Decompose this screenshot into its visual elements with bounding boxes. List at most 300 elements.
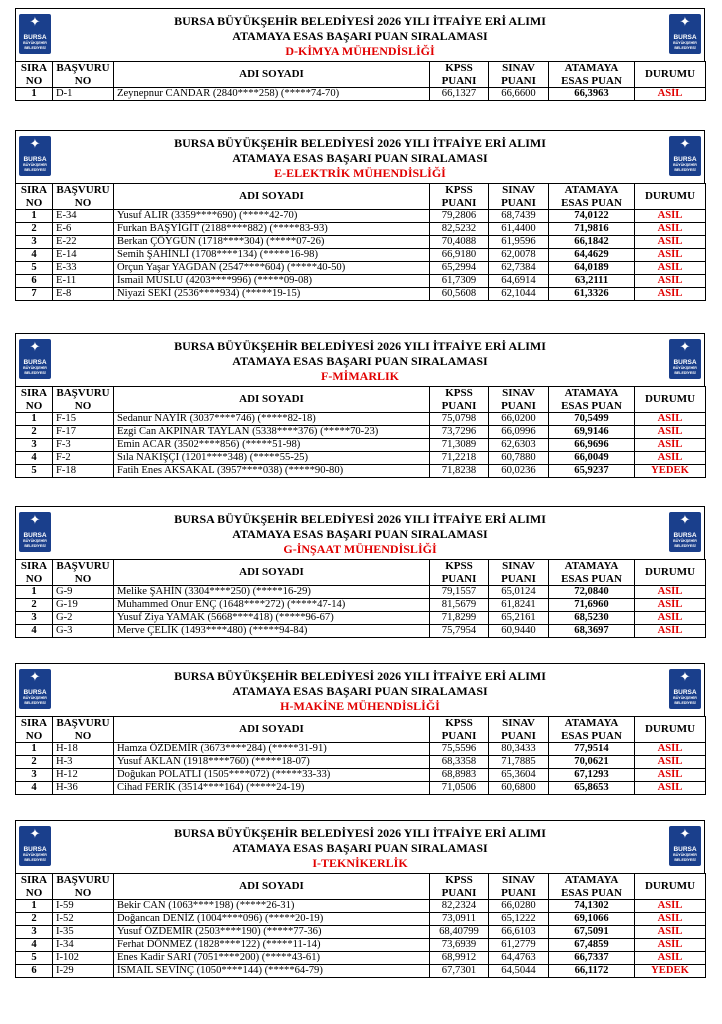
col-header-durum: DURUMU [635,62,706,88]
cell-basvuru-no: F-2 [53,452,114,465]
col-header-basvuru: BAŞVURU NO [53,560,114,586]
bursa-logo [19,14,51,54]
col-header-sinav: SINAV PUANI [489,874,549,900]
cell-sira-no: 4 [16,452,53,465]
cell-basvuru-no: G-19 [53,599,114,612]
cell-atamaya-esas-puan: 69,1066 [549,913,635,926]
col-header-sira: SIRA NO [16,387,53,413]
cell-durumu: ASİL [635,952,706,965]
table-row [16,210,706,223]
cell-atamaya-esas-puan: 66,3963 [549,88,635,101]
col-header-adi-soyadi: ADI SOYADI [114,62,430,88]
cell-atamaya-esas-puan: 67,4859 [549,939,635,952]
table-row [16,612,706,625]
table-row [16,88,706,101]
cell-basvuru-no: I-29 [53,965,114,978]
cell-sinav-puani: 62,7384 [489,262,549,275]
section-titles [56,826,664,871]
cell-adi-soyadi: Bekir CAN (1063****198) (*****26-31) [114,900,430,913]
bursa-logo [669,826,701,866]
cell-atamaya-esas-puan: 67,1293 [549,769,635,782]
col-header-durum: DURUMU [635,717,706,743]
section-header [15,8,705,61]
cell-kpss-puani: 66,1327 [430,88,489,101]
cell-kpss-puani: 71,2218 [430,452,489,465]
table-header-row [16,62,706,88]
cell-sira-no: 4 [16,782,53,795]
cell-basvuru-no: I-35 [53,926,114,939]
bursa-logo [669,136,701,176]
cell-durumu: ASİL [635,413,706,426]
cell-basvuru-no: D-1 [53,88,114,101]
cell-durumu: ASİL [635,249,706,262]
bursa-logo [19,512,51,552]
title-line-2: ATAMAYA ESAS BAŞARI PUAN SIRALAMASI [232,684,488,698]
cell-basvuru-no: I-34 [53,939,114,952]
cell-adi-soyadi: Semih ŞAHİNLİ (1708****134) (*****16-98) [114,249,430,262]
cell-sinav-puani: 61,2779 [489,939,549,952]
table-row [16,465,706,478]
section-titles [56,14,664,59]
cell-adi-soyadi: Enes Kadir SARI (7051****200) (*****43-61) [114,952,430,965]
cell-adi-soyadi: İsmail MUSLU (4203****996) (*****09-08) [114,275,430,288]
ranking-section [15,663,705,795]
cell-atamaya-esas-puan: 65,8653 [549,782,635,795]
cell-adi-soyadi: Melike ŞAHİN (3304****250) (*****16-29) [114,586,430,599]
cell-durumu: ASİL [635,913,706,926]
cell-sinav-puani: 80,3433 [489,743,549,756]
cell-basvuru-no: E-14 [53,249,114,262]
category-title: G-İNŞAAT MÜHENDİSLİĞİ [283,542,437,556]
cell-sira-no: 3 [16,769,53,782]
cell-sinav-puani: 66,6103 [489,926,549,939]
cell-adi-soyadi: Ezgi Can AKPINAR TAYLAN (5338****376) (*****70-23) [114,426,430,439]
cell-durumu: ASİL [635,756,706,769]
cell-sira-no: 1 [16,88,53,101]
cell-adi-soyadi: Yusuf ALIR (3359****690) (*****42-70) [114,210,430,223]
cell-adi-soyadi: Merve ÇELİK (1493****480) (*****94-84) [114,625,430,638]
cell-kpss-puani: 71,0506 [430,782,489,795]
star-emblem-icon: ✦ [29,670,41,685]
cell-kpss-puani: 71,8238 [430,465,489,478]
table-row [16,913,706,926]
title-line-1: BURSA BÜYÜKŞEHİR BELEDİYESİ 2026 YILI İTFAİYE ERİ ALIMI [174,14,546,28]
cell-atamaya-esas-puan: 64,0189 [549,262,635,275]
cell-basvuru-no: E-11 [53,275,114,288]
cell-kpss-puani: 75,5596 [430,743,489,756]
cell-sinav-puani: 65,1222 [489,913,549,926]
table-header-row [16,560,706,586]
cell-basvuru-no: I-52 [53,913,114,926]
cell-basvuru-no: E-33 [53,262,114,275]
cell-sira-no: 4 [16,625,53,638]
cell-basvuru-no: I-102 [53,952,114,965]
cell-sinav-puani: 65,0124 [489,586,549,599]
logo-text-buyuksehir: BÜYÜKŞEHİR BELEDİYESİ [673,366,697,375]
cell-basvuru-no: G-2 [53,612,114,625]
col-header-basvuru: BAŞVURU NO [53,874,114,900]
title-line-2: ATAMAYA ESAS BAŞARI PUAN SIRALAMASI [232,841,488,855]
col-header-atama: ATAMAYA ESAS PUAN [549,62,635,88]
bursa-logo [669,512,701,552]
cell-durumu: ASİL [635,426,706,439]
table-header-row [16,387,706,413]
cell-sinav-puani: 65,3604 [489,769,549,782]
cell-adi-soyadi: Yusuf AKLAN (1918****760) (*****18-07) [114,756,430,769]
cell-sira-no: 1 [16,210,53,223]
logo-text-bursa: BURSA [23,156,47,163]
cell-basvuru-no: H-36 [53,782,114,795]
cell-basvuru-no: G-9 [53,586,114,599]
cell-kpss-puani: 73,0911 [430,913,489,926]
cell-kpss-puani: 71,3089 [430,439,489,452]
table-row [16,223,706,236]
cell-basvuru-no: I-59 [53,900,114,913]
ranking-section [15,506,705,638]
cell-durumu: ASİL [635,782,706,795]
bursa-logo [669,669,701,709]
cell-adi-soyadi: Zeynepnur CANDAR (2840****258) (*****74-70) [114,88,430,101]
logo-text-bursa: BURSA [23,532,47,539]
cell-adi-soyadi: Furkan BAŞYİĞİT (2188****882) (*****83-93) [114,223,430,236]
star-emblem-icon: ✦ [29,340,41,355]
star-emblem-icon: ✦ [679,137,691,152]
cell-atamaya-esas-puan: 61,3326 [549,288,635,301]
cell-durumu: YEDEK [635,465,706,478]
col-header-atama: ATAMAYA ESAS PUAN [549,874,635,900]
cell-atamaya-esas-puan: 64,4629 [549,249,635,262]
col-header-sinav: SINAV PUANI [489,560,549,586]
table-row [16,275,706,288]
col-header-sinav: SINAV PUANI [489,717,549,743]
cell-atamaya-esas-puan: 69,9146 [549,426,635,439]
cell-adi-soyadi: Sedanur NAYİR (3037****746) (*****82-18) [114,413,430,426]
logo-text-buyuksehir: BÜYÜKŞEHİR BELEDİYESİ [23,366,47,375]
cell-adi-soyadi: Muhammed Onur ENÇ (1648****272) (*****47-14) [114,599,430,612]
cell-kpss-puani: 79,2806 [430,210,489,223]
cell-durumu: ASİL [635,236,706,249]
cell-sinav-puani: 64,4763 [489,952,549,965]
logo-text-bursa: BURSA [23,846,47,853]
star-emblem-icon: ✦ [679,513,691,528]
table-row [16,939,706,952]
col-header-basvuru: BAŞVURU NO [53,387,114,413]
cell-sira-no: 6 [16,965,53,978]
col-header-adi-soyadi: ADI SOYADI [114,184,430,210]
star-emblem-icon: ✦ [679,15,691,30]
cell-atamaya-esas-puan: 67,5091 [549,926,635,939]
title-line-2: ATAMAYA ESAS BAŞARI PUAN SIRALAMASI [232,527,488,541]
logo-text-buyuksehir: BÜYÜKŞEHİR BELEDİYESİ [23,696,47,705]
bursa-logo [19,339,51,379]
bursa-logo [669,339,701,379]
table-row [16,769,706,782]
cell-atamaya-esas-puan: 68,3697 [549,625,635,638]
cell-atamaya-esas-puan: 66,7337 [549,952,635,965]
section-header [15,333,705,386]
table-row [16,413,706,426]
col-header-sinav: SINAV PUANI [489,184,549,210]
cell-kpss-puani: 73,6939 [430,939,489,952]
section-titles [56,669,664,714]
star-emblem-icon: ✦ [29,827,41,842]
cell-basvuru-no: H-18 [53,743,114,756]
cell-sinav-puani: 66,0200 [489,413,549,426]
cell-sinav-puani: 60,9440 [489,625,549,638]
cell-adi-soyadi: Yusuf ÖZDEMİR (2503****190) (*****77-36) [114,926,430,939]
section-header [15,820,705,873]
ranking-section [15,333,705,478]
col-header-adi-soyadi: ADI SOYADI [114,560,430,586]
col-header-atama: ATAMAYA ESAS PUAN [549,717,635,743]
section-header [15,663,705,716]
category-title: E-ELEKTRİK MÜHENDİSLİĞİ [274,166,446,180]
table-row [16,426,706,439]
cell-sira-no: 2 [16,913,53,926]
col-header-sira: SIRA NO [16,62,53,88]
table-row [16,952,706,965]
cell-adi-soyadi: İSMAİL SEVİNÇ (1050****144) (*****64-79) [114,965,430,978]
cell-atamaya-esas-puan: 71,9816 [549,223,635,236]
category-title: F-MİMARLIK [321,369,399,383]
cell-sinav-puani: 64,6914 [489,275,549,288]
col-header-basvuru: BAŞVURU NO [53,717,114,743]
title-line-2: ATAMAYA ESAS BAŞARI PUAN SIRALAMASI [232,151,488,165]
cell-kpss-puani: 79,1557 [430,586,489,599]
cell-adi-soyadi: Sıla NAKIŞÇI (1201****348) (*****55-25) [114,452,430,465]
cell-durumu: YEDEK [635,965,706,978]
cell-sinav-puani: 64,5044 [489,965,549,978]
ranking-section [15,130,705,301]
cell-sira-no: 5 [16,465,53,478]
cell-kpss-puani: 60,5608 [430,288,489,301]
cell-sira-no: 5 [16,262,53,275]
cell-durumu: ASİL [635,743,706,756]
ranking-table [15,61,706,101]
cell-adi-soyadi: Hamza ÖZDEMİR (3673****284) (*****31-91) [114,743,430,756]
table-header-row [16,874,706,900]
table-row [16,586,706,599]
title-line-2: ATAMAYA ESAS BAŞARI PUAN SIRALAMASI [232,29,488,43]
logo-text-bursa: BURSA [23,359,47,366]
section-titles [56,136,664,181]
cell-durumu: ASİL [635,599,706,612]
cell-sira-no: 1 [16,743,53,756]
cell-sinav-puani: 61,9596 [489,236,549,249]
cell-sira-no: 6 [16,275,53,288]
table-header-row [16,717,706,743]
cell-atamaya-esas-puan: 72,0840 [549,586,635,599]
cell-kpss-puani: 71,8299 [430,612,489,625]
cell-sira-no: 7 [16,288,53,301]
col-header-kpss: KPSS PUANI [430,560,489,586]
cell-sira-no: 2 [16,599,53,612]
cell-durumu: ASİL [635,223,706,236]
cell-atamaya-esas-puan: 77,9514 [549,743,635,756]
cell-kpss-puani: 66,9180 [430,249,489,262]
cell-sira-no: 3 [16,439,53,452]
cell-sira-no: 4 [16,939,53,952]
cell-sira-no: 5 [16,952,53,965]
cell-kpss-puani: 73,7296 [430,426,489,439]
star-emblem-icon: ✦ [29,137,41,152]
table-row [16,288,706,301]
cell-sira-no: 1 [16,413,53,426]
logo-text-buyuksehir: BÜYÜKŞEHİR BELEDİYESİ [23,163,47,172]
cell-atamaya-esas-puan: 74,1302 [549,900,635,913]
col-header-kpss: KPSS PUANI [430,62,489,88]
logo-text-bursa: BURSA [673,34,697,41]
cell-atamaya-esas-puan: 74,0122 [549,210,635,223]
col-header-basvuru: BAŞVURU NO [53,184,114,210]
cell-durumu: ASİL [635,88,706,101]
cell-durumu: ASİL [635,452,706,465]
table-row [16,236,706,249]
logo-text-bursa: BURSA [673,846,697,853]
ranking-table [15,386,706,478]
table-row [16,452,706,465]
cell-basvuru-no: H-3 [53,756,114,769]
cell-kpss-puani: 75,7954 [430,625,489,638]
logo-text-buyuksehir: BÜYÜKŞEHİR BELEDİYESİ [23,41,47,50]
cell-durumu: ASİL [635,625,706,638]
ranking-section [15,8,705,101]
col-header-durum: DURUMU [635,874,706,900]
col-header-adi-soyadi: ADI SOYADI [114,387,430,413]
table-row [16,782,706,795]
cell-durumu: ASİL [635,288,706,301]
table-row [16,625,706,638]
logo-text-buyuksehir: BÜYÜKŞEHİR BELEDİYESİ [673,696,697,705]
section-header [15,506,705,559]
section-titles [56,512,664,557]
logo-text-buyuksehir: BÜYÜKŞEHİR BELEDİYESİ [673,41,697,50]
cell-atamaya-esas-puan: 70,0621 [549,756,635,769]
cell-durumu: ASİL [635,900,706,913]
cell-sira-no: 1 [16,586,53,599]
logo-text-buyuksehir: BÜYÜKŞEHİR BELEDİYESİ [23,539,47,548]
section-titles [56,339,664,384]
cell-basvuru-no: E-22 [53,236,114,249]
section-header [15,130,705,183]
cell-sinav-puani: 62,1044 [489,288,549,301]
col-header-sira: SIRA NO [16,560,53,586]
ranking-table [15,183,706,301]
logo-text-buyuksehir: BÜYÜKŞEHİR BELEDİYESİ [673,539,697,548]
cell-kpss-puani: 65,2994 [430,262,489,275]
star-emblem-icon: ✦ [679,827,691,842]
cell-durumu: ASİL [635,926,706,939]
cell-atamaya-esas-puan: 68,5230 [549,612,635,625]
cell-durumu: ASİL [635,275,706,288]
cell-sira-no: 2 [16,426,53,439]
bursa-logo [19,669,51,709]
table-row [16,249,706,262]
cell-kpss-puani: 82,2324 [430,900,489,913]
logo-text-bursa: BURSA [23,689,47,696]
cell-kpss-puani: 68,3358 [430,756,489,769]
cell-adi-soyadi: Yusuf Ziya YAMAK (5668****418) (*****96-67) [114,612,430,625]
cell-adi-soyadi: Doğukan POLATLI (1505****072) (*****33-33) [114,769,430,782]
col-header-sira: SIRA NO [16,184,53,210]
cell-kpss-puani: 82,5232 [430,223,489,236]
table-header-row [16,184,706,210]
cell-durumu: ASİL [635,612,706,625]
cell-kpss-puani: 68,40799 [430,926,489,939]
col-header-kpss: KPSS PUANI [430,717,489,743]
cell-adi-soyadi: Emin ACAR (3502****856) (*****51-98) [114,439,430,452]
col-header-durum: DURUMU [635,387,706,413]
cell-atamaya-esas-puan: 66,0049 [549,452,635,465]
cell-kpss-puani: 67,7301 [430,965,489,978]
category-title: I-TEKNİKERLİK [312,856,408,870]
ranking-section [15,820,705,978]
cell-kpss-puani: 75,0798 [430,413,489,426]
cell-atamaya-esas-puan: 65,9237 [549,465,635,478]
cell-sinav-puani: 71,7885 [489,756,549,769]
cell-sinav-puani: 62,0078 [489,249,549,262]
title-line-2: ATAMAYA ESAS BAŞARI PUAN SIRALAMASI [232,354,488,368]
table-row [16,926,706,939]
cell-basvuru-no: F-17 [53,426,114,439]
cell-basvuru-no: E-6 [53,223,114,236]
cell-sira-no: 3 [16,612,53,625]
col-header-sinav: SINAV PUANI [489,62,549,88]
cell-atamaya-esas-puan: 66,9696 [549,439,635,452]
col-header-atama: ATAMAYA ESAS PUAN [549,184,635,210]
col-header-kpss: KPSS PUANI [430,874,489,900]
col-header-durum: DURUMU [635,184,706,210]
cell-adi-soyadi: Cihad FERİK (3514****164) (*****24-19) [114,782,430,795]
logo-text-bursa: BURSA [23,34,47,41]
cell-basvuru-no: F-15 [53,413,114,426]
cell-sinav-puani: 61,8241 [489,599,549,612]
cell-atamaya-esas-puan: 66,1172 [549,965,635,978]
col-header-kpss: KPSS PUANI [430,387,489,413]
cell-sinav-puani: 68,7439 [489,210,549,223]
cell-basvuru-no: E-34 [53,210,114,223]
star-emblem-icon: ✦ [29,15,41,30]
ranking-table [15,716,706,795]
cell-kpss-puani: 81,5679 [430,599,489,612]
cell-durumu: ASİL [635,769,706,782]
title-line-1: BURSA BÜYÜKŞEHİR BELEDİYESİ 2026 YILI İTFAİYE ERİ ALIMI [174,669,546,683]
cell-kpss-puani: 70,4088 [430,236,489,249]
cell-durumu: ASİL [635,439,706,452]
logo-text-bursa: BURSA [673,689,697,696]
cell-adi-soyadi: Doğancan DENİZ (1004****096) (*****20-19) [114,913,430,926]
cell-sinav-puani: 60,7880 [489,452,549,465]
title-line-1: BURSA BÜYÜKŞEHİR BELEDİYESİ 2026 YILI İTFAİYE ERİ ALIMI [174,136,546,150]
col-header-sira: SIRA NO [16,717,53,743]
cell-sira-no: 1 [16,900,53,913]
col-header-adi-soyadi: ADI SOYADI [114,717,430,743]
logo-text-buyuksehir: BÜYÜKŞEHİR BELEDİYESİ [23,853,47,862]
col-header-basvuru: BAŞVURU NO [53,62,114,88]
col-header-kpss: KPSS PUANI [430,184,489,210]
cell-durumu: ASİL [635,939,706,952]
cell-kpss-puani: 68,8983 [430,769,489,782]
title-line-1: BURSA BÜYÜKŞEHİR BELEDİYESİ 2026 YILI İTFAİYE ERİ ALIMI [174,339,546,353]
col-header-atama: ATAMAYA ESAS PUAN [549,560,635,586]
cell-kpss-puani: 68,9912 [430,952,489,965]
cell-adi-soyadi: Fatih Enes AKSAKAL (3957****038) (*****90-80) [114,465,430,478]
cell-adi-soyadi: Berkan ÇÖYGÜN (1718****304) (*****07-26) [114,236,430,249]
cell-sinav-puani: 66,0280 [489,900,549,913]
table-row [16,439,706,452]
cell-sinav-puani: 66,6600 [489,88,549,101]
cell-sira-no: 2 [16,223,53,236]
